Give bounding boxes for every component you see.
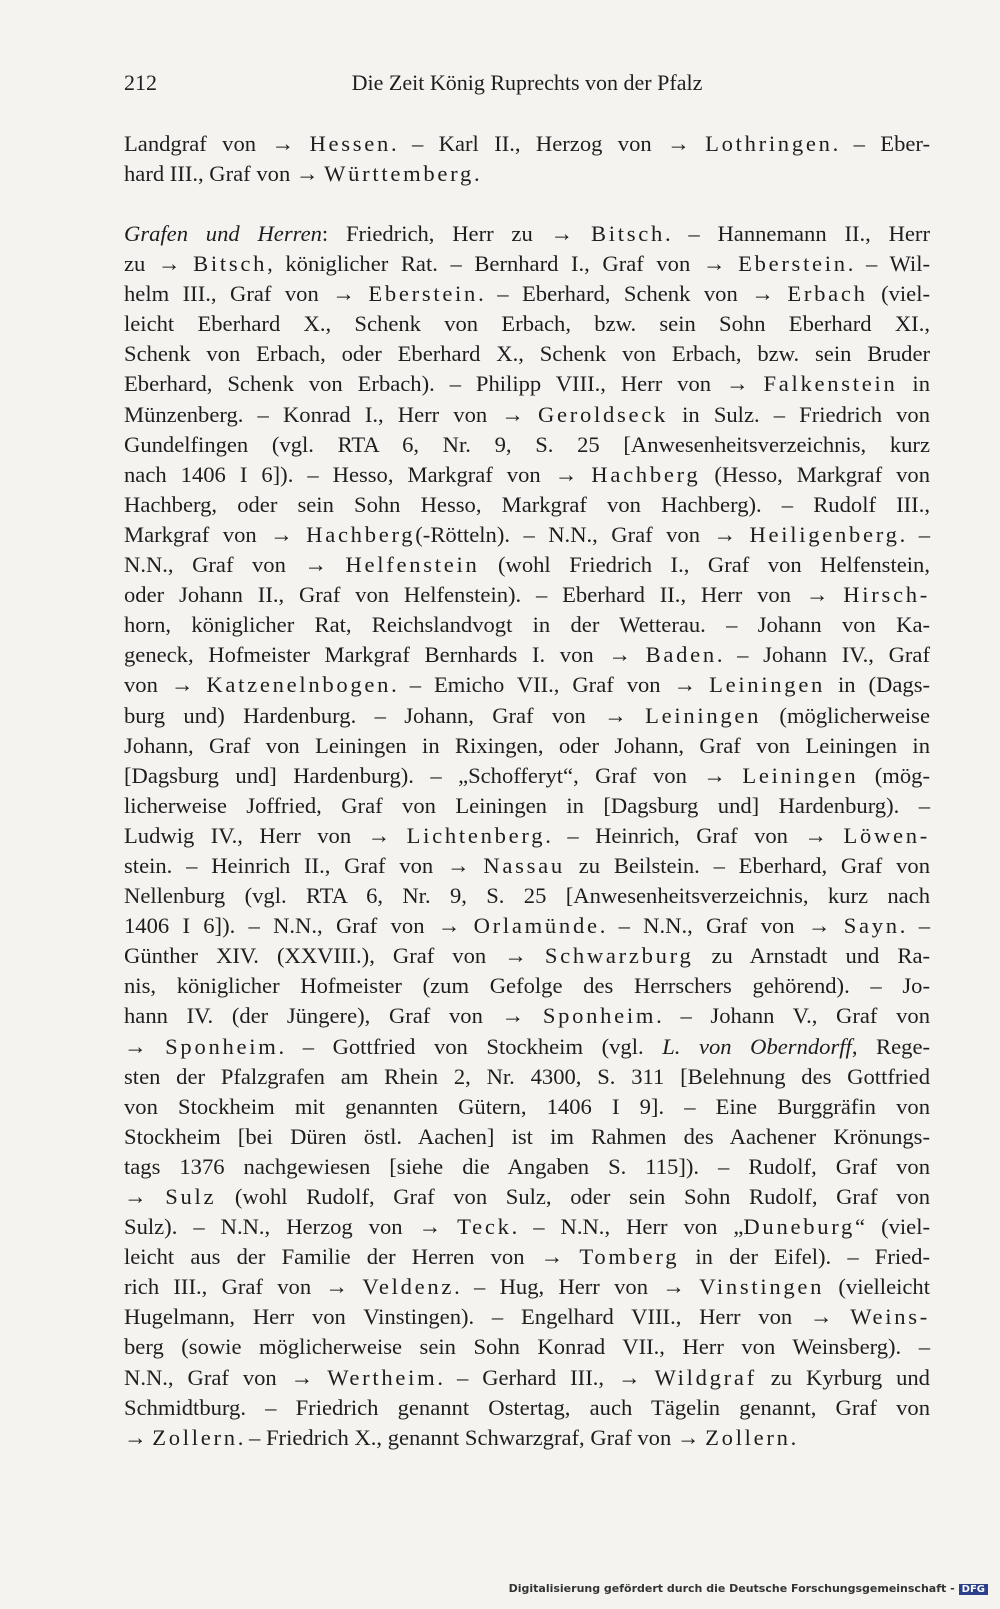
text-line: Hugelmann, Herr von Vinstingen). – Engelhard VIII., Herr von → Weins- xyxy=(124,1304,930,1330)
running-title: Die Zeit König Ruprechts von der Pfalz xyxy=(351,70,703,95)
text-line: Grafen und Herren: Friedrich, Herr zu → Bitsch. – Hannemann II., Herr xyxy=(124,221,930,246)
text-line: Landgraf von → Hessen. – Karl II., Herzog von → Lothringen. – Eber- xyxy=(124,131,931,156)
text-line: von Stockheim mit genannten Gütern, 1406 I 9]. – Eine Burggräfin von xyxy=(124,1093,930,1119)
text-line: Hachberg, oder sein Sohn Hesso, Markgraf von Hachberg). – Rudolf III., xyxy=(124,491,930,517)
paragraph-grafen-und-herren xyxy=(124,219,930,1453)
text-line: Sulz). – N.N., Herzog von → Teck. – N.N., Herr von „Duneburg“ (viel- xyxy=(124,1214,930,1240)
text-line: 1406 I 6]). – N.N., Graf von → Orlamünde. – N.N., Graf von → Sayn. – xyxy=(124,913,930,939)
text-line: Gundelfingen (vgl. RTA 6, Nr. 9, S. 25 [Anwesenheitsverzeichnis, kurz xyxy=(124,431,930,457)
text-line: leicht aus der Familie der Herren von → Tomberg in der Eifel). – Fried- xyxy=(124,1244,931,1270)
text-line: Ludwig IV., Herr von → Lichtenberg. – Heinrich, Graf von → Löwen- xyxy=(124,822,931,848)
running-header xyxy=(124,70,930,104)
text-line: zu → Bitsch, königlicher Rat. – Bernhard I., Graf von → Eberstein. – Wil- xyxy=(124,251,931,277)
text-line: [Dagsburg und] Hardenburg). – „Schofferyt“, Graf von → Leiningen (mög- xyxy=(124,762,930,788)
dfg-logo: DFG xyxy=(959,1584,988,1595)
text-line: Markgraf von → Hachberg(-Rötteln). – N.N., Graf von → Heiligenberg. – xyxy=(124,521,931,547)
text-line: tags 1376 nachgewiesen [siehe die Angaben S. 115]). – Rudolf, Graf von xyxy=(124,1153,930,1179)
text-line: N.N., Graf von → Helfenstein (wohl Friedrich I., Graf von Helfenstein, xyxy=(124,552,930,578)
text-line: stein. – Heinrich II., Graf von → Nassau zu Beilstein. – Eberhard, Graf von xyxy=(124,852,930,878)
text-line: Schenk von Erbach, oder Eberhard X., Schenk von Erbach, bzw. sein Bruder xyxy=(124,341,930,367)
text-line: geneck, Hofmeister Markgraf Bernhards I. von → Baden. – Johann IV., Graf xyxy=(124,642,930,668)
text-line: → Sponheim. – Gottfried von Stockheim (vgl. L. von Oberndorff, Rege- xyxy=(124,1033,930,1059)
paragraph-princes xyxy=(124,129,930,189)
text-line: nis, königlicher Hofmeister (zum Gefolge des Herrschers gehörend). – Jo- xyxy=(124,973,930,999)
text-line: von → Katzenelnbogen. – Emicho VII., Graf von → Leiningen in (Dags- xyxy=(124,672,931,698)
text-line: burg und) Hardenburg. – Johann, Graf von → Leiningen (möglicherweise xyxy=(124,702,930,728)
text-line: Stockheim [bei Düren östl. Aachen] ist im Rahmen des Aachener Krönungs- xyxy=(124,1123,930,1149)
page-number: 212 xyxy=(124,70,157,95)
text-line: rich III., Graf von → Veldenz. – Hug, Herr von → Vinstingen (vielleicht xyxy=(124,1274,930,1300)
text-line: N.N., Graf von → Wertheim. – Gerhard III., → Wildgraf zu Kyrburg und xyxy=(124,1364,930,1390)
text-line: oder Johann II., Graf von Helfenstein). – Eberhard II., Herr von → Hirsch- xyxy=(124,582,930,608)
text-line: licherweise Joffried, Graf von Leiningen in [Dagsburg und] Hardenburg). – xyxy=(124,792,930,818)
text-line: → Sulz (wohl Rudolf, Graf von Sulz, oder sein Sohn Rudolf, Graf von xyxy=(124,1184,930,1209)
footer-text: Digitalisierung gefördert durch die Deutsche Forschungsgemeinschaft - xyxy=(508,1582,955,1595)
digitization-footer xyxy=(509,1582,988,1595)
text-line: → Zollern. – Friedrich X., genannt Schwarzgraf, Graf von → Zollern. xyxy=(124,1424,797,1450)
text-line: Münzenberg. – Konrad I., Herr von → Geroldseck in Sulz. – Friedrich von xyxy=(124,401,930,427)
text-line: sten der Pfalzgrafen am Rhein 2, Nr. 4300, S. 311 [Belehnung des Gottfried xyxy=(124,1063,930,1089)
text-line: nach 1406 I 6]). – Hesso, Markgraf von → Hachberg (Hesso, Markgraf von xyxy=(124,461,930,487)
text-line: hann IV. (der Jüngere), Graf von → Sponheim. – Johann V., Graf von xyxy=(124,1003,930,1029)
text-line: helm III., Graf von → Eberstein. – Eberhard, Schenk von → Erbach (viel- xyxy=(124,281,931,307)
text-line: berg (sowie möglicherweise sein Sohn Konrad VII., Herr von Weinsberg). – xyxy=(124,1334,930,1360)
text-line: leicht Eberhard X., Schenk von Erbach, bzw. sein Sohn Eberhard XI., xyxy=(124,311,930,337)
text-line: Nellenburg (vgl. RTA 6, Nr. 9, S. 25 [Anwesenheitsverzeichnis, kurz nach xyxy=(124,883,930,909)
text-line: Günther XIV. (XXVIII.), Graf von → Schwarzburg zu Arnstadt und Ra- xyxy=(124,943,930,969)
text-line: horn, königlicher Rat, Reichslandvogt in der Wetterau. – Johann von Ka- xyxy=(124,612,930,638)
text-line: Schmidtburg. – Friedrich genannt Ostertag, auch Tägelin genannt, Graf von xyxy=(124,1394,930,1420)
text-line: hard III., Graf von → Württemberg. xyxy=(124,161,480,187)
text-line: Johann, Graf von Leiningen in Rixingen, oder Johann, Graf von Leiningen in xyxy=(124,732,930,758)
text-line: Eberhard, Schenk von Erbach). – Philipp VIII., Herr von → Falkenstein in xyxy=(124,371,930,397)
